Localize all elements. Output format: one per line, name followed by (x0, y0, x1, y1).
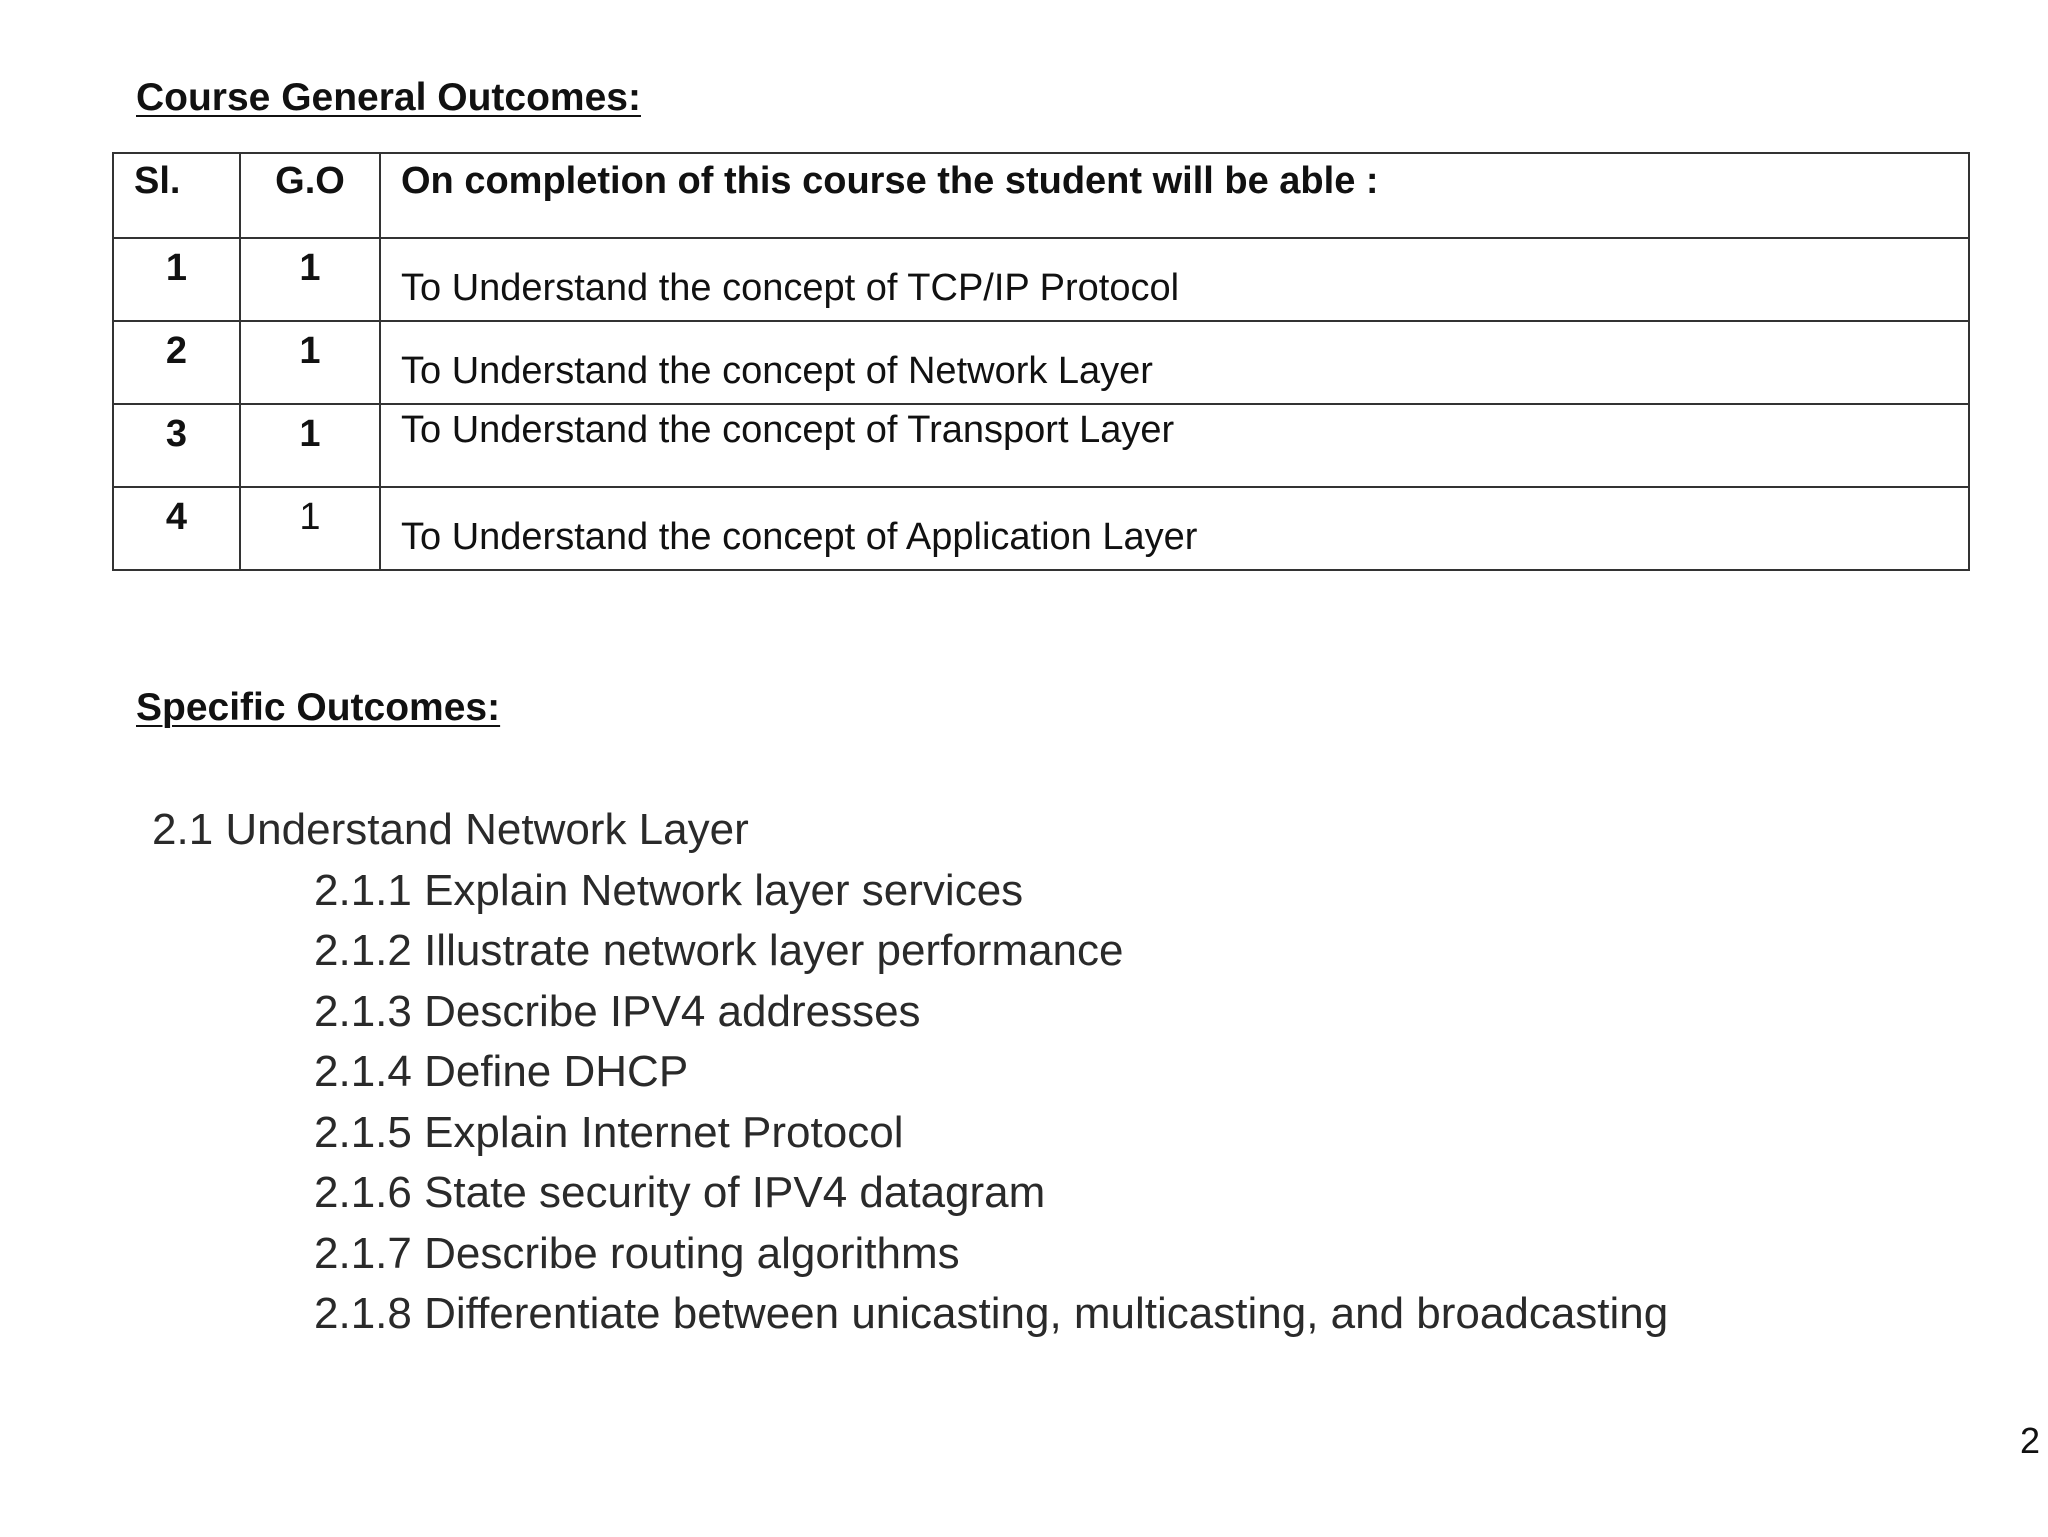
outcome-sub-item: 2.1.2 Illustrate network layer performance (314, 926, 1124, 975)
outcome-sub-item: 2.1.8 Differentiate between unicasting, multicasting, and broadcasting (314, 1289, 1669, 1338)
table-row (113, 487, 1969, 570)
outcome-sub-list (152, 861, 1668, 1345)
outcome-sub-item: 2.1.3 Describe IPV4 addresses (314, 986, 921, 1036)
table-row (113, 404, 1969, 487)
row-sl: 4 (113, 487, 240, 570)
specific-outcomes-heading: Specific Outcomes: (136, 686, 501, 729)
table-row (113, 238, 1969, 321)
row-sl: 2 (113, 321, 240, 404)
header-go: G.O (240, 153, 380, 238)
row-go: 1 (240, 404, 380, 487)
page-number: 2 (2019, 1420, 2040, 1461)
row-go: 1 (240, 487, 380, 570)
row-go: 1 (240, 321, 380, 404)
outcome-main-item: 2.1 Understand Network Layer (152, 805, 749, 854)
row-description: To Understand the concept of Application Layer (380, 487, 1969, 570)
row-description: To Understand the concept of Transport Layer (380, 404, 1969, 487)
specific-outcomes-list (152, 800, 1668, 1345)
outcome-sub-item: 2.1.6 State security of IPV4 datagram (314, 1168, 1046, 1217)
row-sl: 1 (113, 238, 240, 321)
general-outcomes-heading: Course General Outcomes: (136, 76, 641, 119)
table-header-row (113, 153, 1969, 238)
general-outcomes-table (112, 152, 1970, 571)
header-description: On completion of this course the student will be able : (380, 153, 1969, 238)
header-sl: Sl. (113, 153, 240, 238)
outcome-sub-item: 2.1.4 Define DHCP (314, 1047, 689, 1096)
row-description: To Understand the concept of TCP/IP Protocol (380, 238, 1969, 321)
outcome-sub-item: 2.1.1 Explain Network layer services (314, 865, 1024, 915)
row-description: To Understand the concept of Network Layer (380, 321, 1969, 404)
row-sl: 3 (113, 404, 240, 487)
outcome-sub-item: 2.1.7 Describe routing algorithms (314, 1228, 960, 1278)
row-go: 1 (240, 238, 380, 321)
outcome-sub-item: 2.1.5 Explain Internet Protocol (314, 1107, 904, 1157)
table-row (113, 321, 1969, 404)
